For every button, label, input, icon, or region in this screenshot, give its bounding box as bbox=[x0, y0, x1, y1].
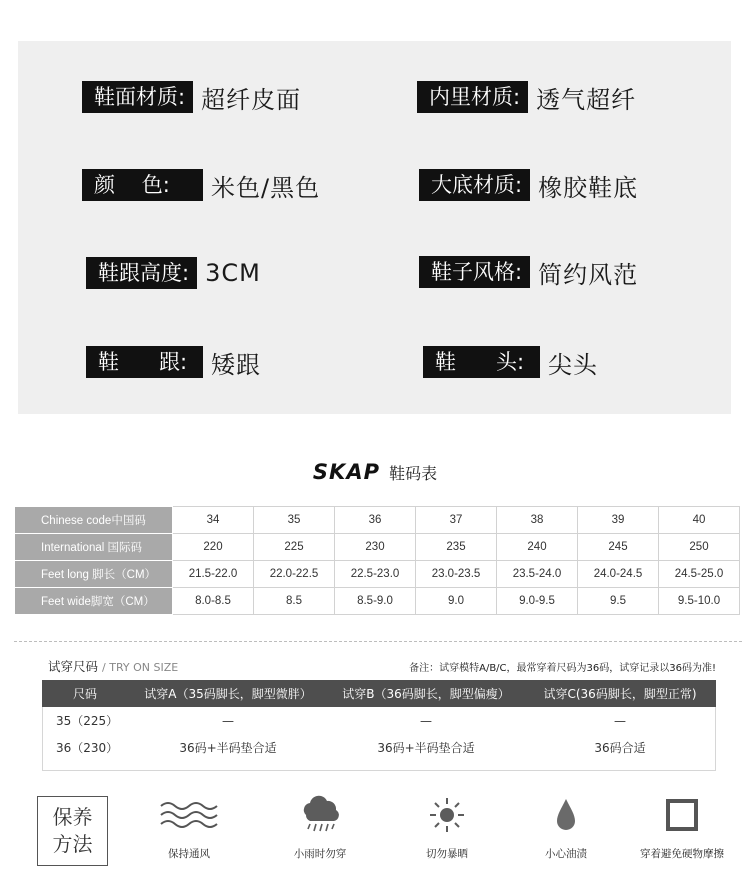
care-title-line: 方法 bbox=[52, 832, 93, 856]
care-item-ventilation bbox=[139, 792, 239, 861]
spec-value: 透气超纤 bbox=[536, 85, 637, 114]
column-header: 试穿B（36码脚长，脚型偏瘦） bbox=[328, 680, 524, 707]
spec-heel bbox=[86, 346, 261, 378]
sun-icon bbox=[397, 792, 497, 838]
table-cell: 36码合适 bbox=[594, 741, 646, 755]
spec-upper-material bbox=[82, 81, 301, 113]
rain-cloud-icon bbox=[270, 792, 370, 838]
spec-value: 米色/黑色 bbox=[211, 173, 321, 202]
table-cell: — bbox=[222, 713, 234, 728]
column-header: 尺码 bbox=[42, 680, 128, 707]
care-item-rain bbox=[270, 792, 370, 861]
spec-label: 鞋 跟: bbox=[86, 346, 203, 378]
table-cell: 37 bbox=[416, 507, 497, 534]
table-cell: 35 bbox=[254, 507, 335, 534]
spec-value: 橡胶鞋底 bbox=[538, 173, 639, 202]
table-cell: 235 bbox=[416, 534, 497, 561]
care-label: 小心油渍 bbox=[545, 848, 587, 860]
care-item-sun bbox=[397, 792, 497, 861]
row-header: International 国际码 bbox=[15, 534, 173, 561]
spec-label: 大底材质: bbox=[419, 169, 530, 201]
column-header: 试穿C(36码脚长，脚型正常) bbox=[524, 680, 716, 707]
care-item-friction bbox=[632, 792, 732, 861]
table-cell: 40 bbox=[659, 507, 740, 534]
table-cell: 23.0-23.5 bbox=[416, 561, 497, 588]
table-cell: 9.0-9.5 bbox=[497, 588, 578, 615]
care-title-line: 保养 bbox=[52, 805, 93, 829]
care-label: 保持通风 bbox=[168, 848, 210, 860]
column-header: 试穿A（35码脚长，脚型微胖） bbox=[128, 680, 328, 707]
table-cell: 220 bbox=[173, 534, 254, 561]
divider bbox=[14, 641, 742, 642]
table-cell: 21.5-22.0 bbox=[173, 561, 254, 588]
table-cell: 9.5-10.0 bbox=[659, 588, 740, 615]
table-cell: 36 bbox=[335, 507, 416, 534]
table-row bbox=[15, 507, 740, 534]
table-cell: 39 bbox=[578, 507, 659, 534]
spec-shoe-style bbox=[419, 256, 638, 288]
spec-label: 鞋子风格: bbox=[419, 256, 530, 288]
table-cell: 24.5-25.0 bbox=[659, 561, 740, 588]
table-cell: 225 bbox=[254, 534, 335, 561]
care-label: 穿着避免硬物摩擦 bbox=[640, 848, 724, 860]
row-header: Feet wide脚宽（CM） bbox=[15, 588, 173, 615]
spec-value: 尖头 bbox=[548, 350, 598, 379]
try-on-heading: 试穿尺码 bbox=[48, 659, 99, 674]
spec-label: 内里材质: bbox=[417, 81, 528, 113]
table-cell: 36（230） bbox=[56, 741, 119, 755]
spec-label: 鞋跟高度: bbox=[86, 257, 197, 289]
table-cell: 36码+半码垫合适 bbox=[377, 741, 475, 755]
table-cell: — bbox=[614, 713, 626, 728]
spec-heel-height bbox=[86, 257, 261, 289]
spec-color bbox=[82, 169, 320, 201]
table-cell: 9.0 bbox=[416, 588, 497, 615]
care-label: 切勿暴晒 bbox=[426, 848, 468, 860]
table-cell: 22.0-22.5 bbox=[254, 561, 335, 588]
size-table bbox=[14, 506, 740, 615]
table-cell: 240 bbox=[497, 534, 578, 561]
table-cell: — bbox=[420, 713, 432, 728]
spec-label: 鞋 头: bbox=[423, 346, 540, 378]
table-cell: 34 bbox=[173, 507, 254, 534]
oil-drop-icon bbox=[516, 792, 616, 838]
table-cell: 8.0-8.5 bbox=[173, 588, 254, 615]
table-cell: 8.5 bbox=[254, 588, 335, 615]
table-cell: 9.5 bbox=[578, 588, 659, 615]
row-header: Feet long 脚长（CM） bbox=[15, 561, 173, 588]
table-row bbox=[15, 588, 740, 615]
spec-toe bbox=[423, 346, 598, 378]
table-cell: 38 bbox=[497, 507, 578, 534]
spec-panel bbox=[18, 41, 731, 414]
try-on-title bbox=[48, 657, 178, 675]
try-on-table bbox=[42, 680, 716, 761]
spec-value: 超纤皮面 bbox=[201, 85, 302, 114]
spec-label: 鞋面材质: bbox=[82, 81, 193, 113]
size-chart-heading: 鞋码表 bbox=[389, 464, 438, 483]
spec-sole-material bbox=[419, 169, 638, 201]
table-cell: 24.0-24.5 bbox=[578, 561, 659, 588]
care-label: 小雨时勿穿 bbox=[293, 848, 347, 860]
table-cell: 22.5-23.0 bbox=[335, 561, 416, 588]
spec-label: 颜 色: bbox=[82, 169, 203, 201]
table-cell: 245 bbox=[578, 534, 659, 561]
table-header-row bbox=[42, 680, 716, 707]
brand-logo: SKAP bbox=[312, 460, 380, 484]
care-item-oil bbox=[516, 792, 616, 861]
table-cell: 230 bbox=[335, 534, 416, 561]
spec-value: 简约风范 bbox=[538, 260, 639, 289]
try-on-subtitle: / TRY ON SIZE bbox=[102, 661, 179, 674]
care-title-box bbox=[37, 796, 108, 866]
size-chart-title bbox=[0, 460, 750, 484]
table-cell: 23.5-24.0 bbox=[497, 561, 578, 588]
table-cell: 35（225） bbox=[56, 714, 119, 728]
spec-value: 3CM bbox=[205, 259, 261, 287]
table-row bbox=[15, 561, 740, 588]
row-header: Chinese code中国码 bbox=[15, 507, 173, 534]
table-cell: 8.5-9.0 bbox=[335, 588, 416, 615]
table-cell: 36码+半码垫合适 bbox=[179, 741, 277, 755]
try-on-note: 备注：试穿模特A/B/C，最常穿着尺码为36码，试穿记录以36码为准! bbox=[409, 663, 716, 674]
square-frame-icon bbox=[632, 792, 732, 838]
spec-value: 矮跟 bbox=[211, 350, 261, 379]
table-row bbox=[42, 707, 716, 734]
table-row bbox=[15, 534, 740, 561]
table-cell: 250 bbox=[659, 534, 740, 561]
table-row bbox=[42, 734, 716, 761]
ventilation-icon bbox=[139, 792, 239, 838]
spec-lining-material bbox=[417, 81, 636, 113]
